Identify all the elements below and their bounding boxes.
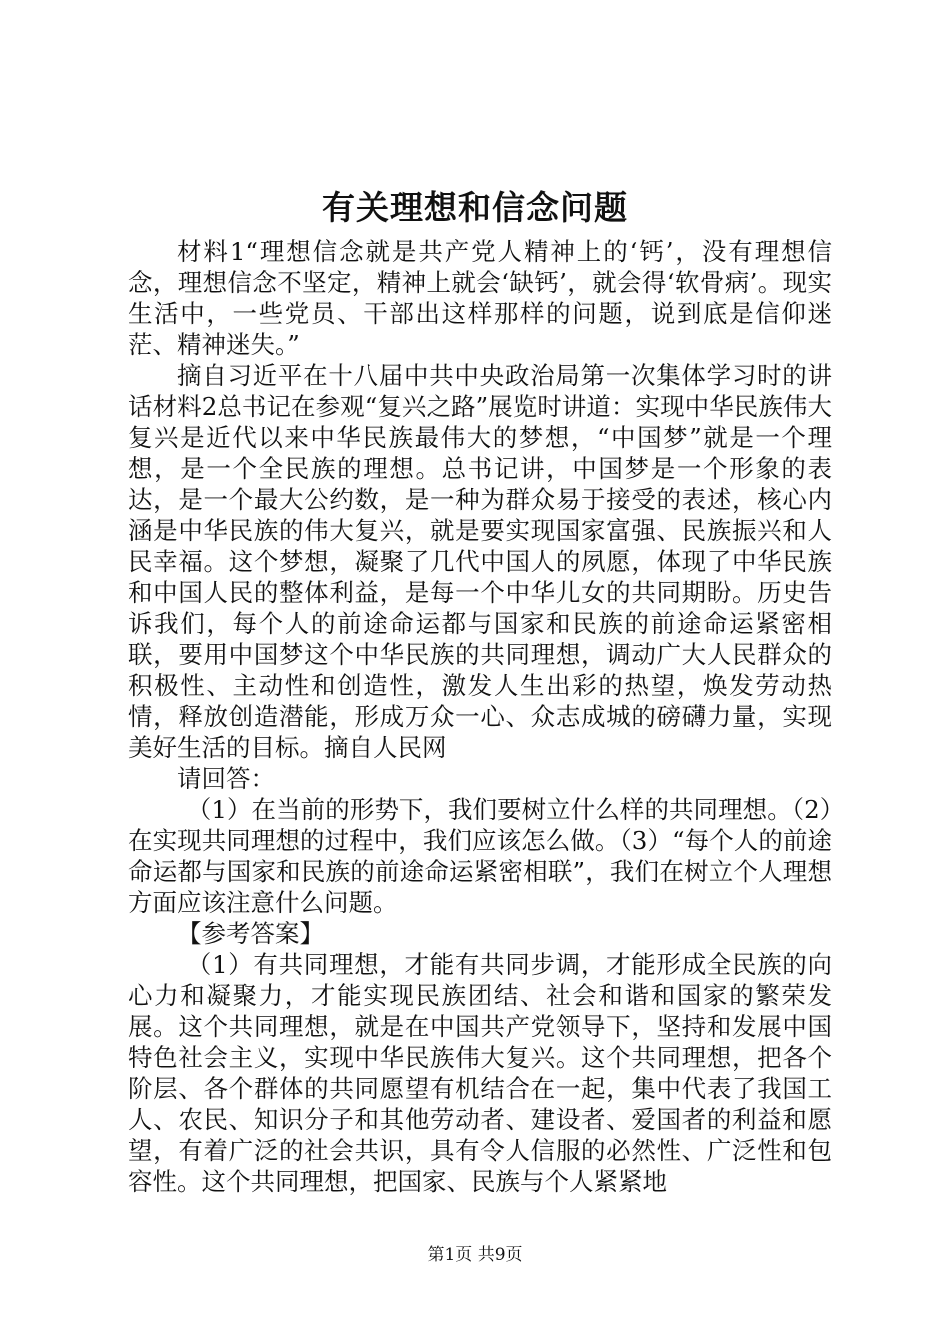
paragraph-questions: （1）在当前的形势下，我们要树立什么样的共同理想。（2）在实现共同理想的过程中，我们应该怎么做。（3）“每个人的前途命运都与国家和民族的前途命运紧密相联”，我们在树立个人理想方面应该注意什么问题。 bbox=[128, 795, 832, 917]
document-title: 有关理想和信念问题 bbox=[322, 188, 628, 227]
paragraph-material-1: 材料1“理想信念就是共产党人精神上的‘钙’，没有理想信念，理想信念不坚定，精神上就会‘缺钙’，就会得‘软骨病’。现实生活中，一些党员、干部出这样那样的问题，说到底是信仰迷茫、精神迷失。” bbox=[128, 237, 832, 359]
paragraph-answer-heading: 【参考答案】 bbox=[177, 919, 324, 948]
page-footer: 第1页 共9页 bbox=[427, 1245, 523, 1265]
paragraph-material-2: 摘自习近平在十八届中共中央政治局第一次集体学习时的讲话材料2总书记在参观“复兴之路”展览时讲道：实现中华民族伟大复兴是近代以来中华民族最伟大的梦想，“中国梦”就是一个理想，是一个全民族的理想。总书记讲，中国梦是一个形象的表达，是一个最大公约数，是一种为群众易于接受的表述，核心内涵是中华民族的伟大复兴，就是要实现国家富强、民族振兴和人民幸福。这个梦想，凝聚了几代中国人的夙愿，体现了中华民族和中国人民的整体利益，是每一个中华儿女的共同期盼。历史告诉我们，每个人的前途命运都与国家和民族的前途命运紧密相联，要用中国梦这个中华民族的共同理想，调动广大人民群众的积极性、主动性和创造性，激发人生出彩的热望，焕发劳动热情，释放创造潜能，形成万众一心、众志成城的磅礴力量，实现美好生活的目标。摘自人民网 bbox=[128, 361, 832, 762]
paragraph-question-prompt: 请回答： bbox=[177, 764, 275, 793]
document-body bbox=[128, 236, 832, 1197]
paragraph-answer-1: （1）有共同理想，才能有共同步调，才能形成全民族的向心力和凝聚力，才能实现民族团结、社会和谐和国家的繁荣发展。这个共同理想，就是在中国共产党领导下，坚持和发展中国特色社会主义，实现中华民族伟大复兴。这个共同理想，把各个阶层、各个群体的共同愿望有机结合在一起，集中代表了我国工人、农民、知识分子和其他劳动者、建设者、爱国者的利益和愿望，有着广泛的社会共识，具有令人信服的必然性、广泛性和包容性。这个共同理想，把国家、民族与个人紧紧地 bbox=[128, 950, 832, 1196]
